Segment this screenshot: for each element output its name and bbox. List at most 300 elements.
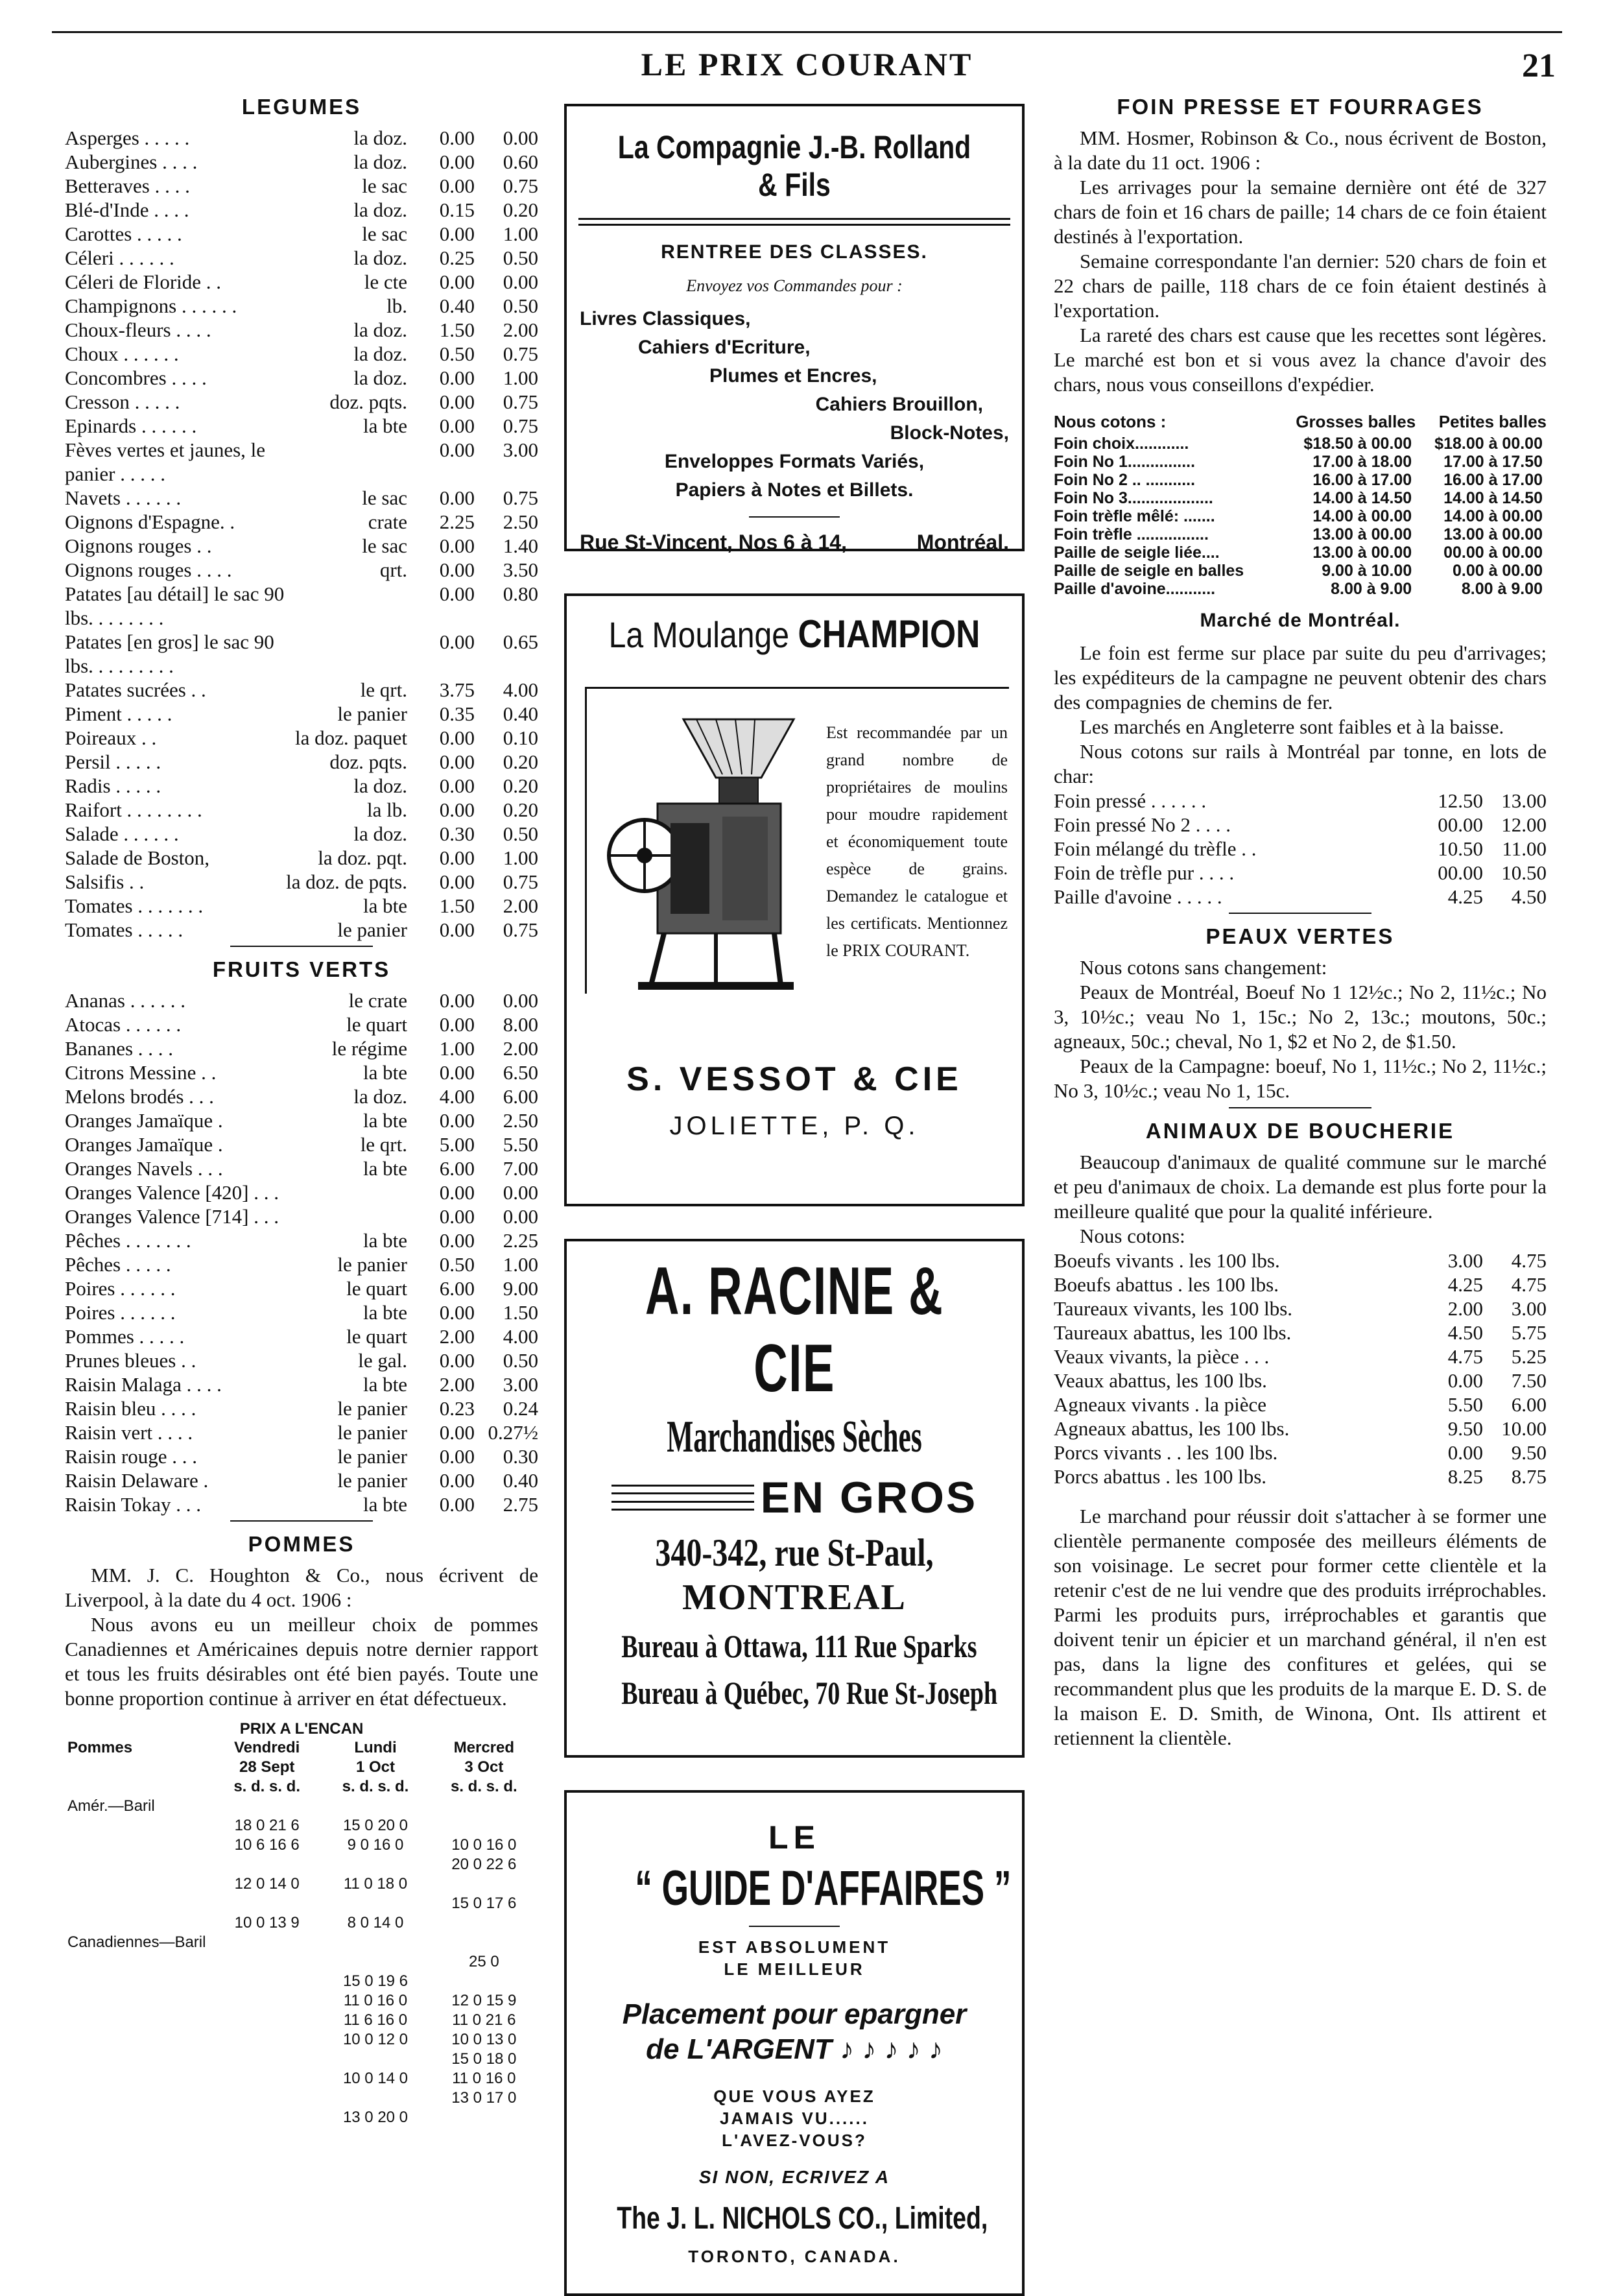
- price-low: 2.25: [439, 510, 475, 533]
- ad-rolland-city: Montréal.: [916, 531, 1009, 554]
- item-name: Asperges . . . . .: [65, 126, 190, 149]
- pommes-price: 15 0 18 0: [451, 2050, 517, 2068]
- ad-racine-city: MONTREAL: [682, 1577, 907, 1618]
- price-low: 4.50: [1447, 1321, 1483, 1344]
- pommes-price: 15 0 20 0: [342, 1817, 409, 1834]
- foin-petites: 13.00 à 00.00: [1443, 525, 1543, 544]
- item-name: Piment . . . . .: [65, 702, 172, 725]
- day-name: Mercred: [453, 1739, 515, 1756]
- price-high: 2.50: [503, 1109, 538, 1132]
- pommes-price: [213, 1991, 321, 2011]
- price-high: 9.50: [1511, 1441, 1547, 1464]
- day-units: s. d. s. d.: [342, 1778, 409, 1795]
- pommes-price: [213, 2088, 321, 2108]
- pommes-price: [430, 1797, 538, 1816]
- publication-title: LE PRIX COURANT: [641, 46, 973, 82]
- ad-racine-engros-text: EN GROS: [760, 1473, 978, 1522]
- price-low: 0.00: [439, 750, 475, 773]
- animaux-title: ANIMAUX DE BOUCHERIE: [1145, 1119, 1455, 1143]
- ad-champion-company: S. VESSOT & CIE: [626, 1060, 962, 1098]
- price-high: 0.75: [503, 174, 538, 197]
- ad-rolland-item: Plumes et Encres,: [709, 365, 877, 387]
- short-rule: [749, 1926, 840, 1927]
- ad-rolland-name: La Compagnie J.-B. Rolland & Fils: [617, 129, 971, 203]
- item-name: Poires . . . . . .: [65, 1301, 176, 1324]
- price-high: 0.75: [503, 870, 538, 893]
- price-high: 0.27½: [488, 1421, 538, 1444]
- pommes-price: [321, 1952, 429, 1972]
- ad-racine-bureau: Bureau à Québec, 70 Rue St-Joseph: [621, 1675, 998, 1711]
- foin-item: Foin trèfle mêlé: .......: [1054, 507, 1215, 525]
- legumes-table: [65, 126, 538, 942]
- pommes-price: 20 0 22 6: [451, 1856, 517, 1873]
- price-high: 1.40: [503, 534, 538, 557]
- foin-table: [1054, 413, 1547, 598]
- foin-item: Paille de seigle en balles: [1054, 562, 1244, 580]
- price-high: 0.00: [503, 1181, 538, 1204]
- item-name: Agneaux abattus, les 100 lbs.: [1054, 1417, 1290, 1440]
- price-high: 1.00: [503, 366, 538, 389]
- price-row: [65, 318, 538, 342]
- foin-item: Foin choix............: [1054, 435, 1189, 453]
- item-name: Betteraves . . . .: [65, 174, 190, 197]
- price-low: 5.00: [439, 1133, 475, 1156]
- day-date: 3 Oct: [464, 1758, 504, 1776]
- pommes-price: 11 0 18 0: [343, 1875, 408, 1893]
- item-unit: le panier: [337, 1253, 407, 1276]
- animaux-closing: Le marchand pour réussir doit s'attacher à se former une clientèle permanente composée des meilleurs éléments de son voisinage. Le secret pour former cette clientèle et la retenir c'est de ne lui vendre que des produits irréprochables. Parmi les produits purs, irréprochables et garantis que doivent tenir un épicier et un marchand général, il n'en est pas, dans la ligne des confitures et gelées, qui se recommandent plus que les produits de la marque E. D. S. de la maison E. D. Smith, de Winona, Ont. Ils attirent et retiennent la clientèle.: [1054, 1505, 1547, 1749]
- ad-rolland: [564, 104, 1025, 554]
- item-name: Raisin rouge . . .: [65, 1445, 198, 1468]
- item-name: Porcs vivants . . les 100 lbs.: [1054, 1441, 1278, 1464]
- price-low: 3.00: [1447, 1249, 1483, 1272]
- price-high: 0.24: [503, 1397, 538, 1420]
- item-unit: le qrt.: [360, 1133, 407, 1156]
- pommes-variety: [65, 1991, 213, 2011]
- item-name: Céleri de Floride . .: [65, 270, 222, 293]
- price-low: 0.00: [439, 582, 475, 605]
- price-row: [1054, 885, 1547, 909]
- price-high: 0.80: [503, 582, 538, 605]
- pommes-price: [430, 2108, 538, 2127]
- price-row: [65, 1156, 538, 1180]
- item-unit: la bte: [363, 894, 407, 917]
- item-unit: la doz. pqt.: [318, 846, 407, 869]
- pommes-price: [430, 1933, 538, 1952]
- ad-guide-sinon: SI NON, ECRIVEZ A: [698, 2167, 890, 2187]
- price-row: [65, 1012, 538, 1036]
- pommes-price: [321, 2050, 429, 2069]
- pommes-price: 15 0 17 6: [451, 1895, 517, 1912]
- pommes-price: 10 0 13 0: [451, 2031, 517, 2048]
- foin-grosses: 8.00 à 9.00: [1331, 580, 1412, 598]
- pommes-row: [65, 1933, 538, 1952]
- item-unit: la bte: [363, 1301, 407, 1324]
- price-row: [65, 174, 538, 198]
- item-unit: [318, 1180, 411, 1204]
- item-unit: la doz.: [353, 366, 407, 389]
- item-name: Tomates . . . . . . .: [65, 894, 204, 917]
- price-row: [65, 1132, 538, 1156]
- ad-rolland-item: Papiers à Notes et Billets.: [675, 479, 914, 501]
- pommes-price: 11 6 16 0: [343, 2011, 408, 2029]
- item-name: Tomates . . . . .: [65, 918, 184, 941]
- price-row: [1054, 1321, 1547, 1345]
- price-high: 3.00: [503, 438, 538, 461]
- price-row: [65, 798, 538, 822]
- foin-grosses: 16.00 à 17.00: [1312, 471, 1412, 489]
- price-high: 4.00: [503, 1325, 538, 1348]
- pommes-paragraph: MM. J. C. Houghton & Co., nous écrivent de Liverpool, à la date du 4 oct. 1906 :: [65, 1564, 538, 1611]
- item-name: Foin de trèfle pur . . . .: [1054, 861, 1235, 884]
- pommes-price: [213, 2108, 321, 2127]
- item-unit: le panier: [337, 702, 407, 725]
- price-low: 8.25: [1447, 1465, 1483, 1488]
- ad-guide-placement-line2: de L'ARGENT: [646, 2033, 832, 2065]
- price-high: 0.10: [503, 726, 538, 749]
- item-unit: le quart: [346, 1013, 407, 1036]
- pommes-price: [213, 2069, 321, 2088]
- left-column: [65, 91, 538, 2127]
- item-name: Salsifis . .: [65, 870, 145, 893]
- ad-guide-q: JAMAIS VU......: [720, 2109, 869, 2128]
- item-unit: le sac: [362, 486, 407, 509]
- price-high: 13.00: [1501, 789, 1547, 812]
- pommes-row: [65, 1855, 538, 1874]
- item-unit: la bte: [363, 1229, 407, 1252]
- price-high: 0.20: [503, 750, 538, 773]
- price-row: [1054, 861, 1547, 885]
- price-low: 0.00: [439, 1349, 475, 1372]
- foin-item: Foin trèfle ................: [1054, 525, 1209, 544]
- double-rule: [578, 218, 1010, 226]
- price-high: 12.00: [1501, 813, 1547, 836]
- item-name: Paille d'avoine . . . . .: [1054, 885, 1222, 908]
- price-low: 4.25: [1447, 885, 1483, 908]
- item-name: Concombres . . . .: [65, 366, 207, 389]
- price-low: 0.00: [439, 1445, 475, 1468]
- item-name: Patates [au détail] le sac 90 lbs. . . . . . . .: [65, 582, 285, 629]
- item-unit: la doz.: [353, 1085, 407, 1108]
- peaux-title: PEAUX VERTES: [1205, 924, 1395, 948]
- item-name: Melons brodés . . .: [65, 1085, 214, 1108]
- short-rule: [749, 516, 840, 518]
- item-name: Oranges Jamaïque .: [65, 1133, 223, 1156]
- pommes-variety: Amér.—Baril: [67, 1797, 155, 1815]
- price-low: 0.00: [439, 534, 475, 557]
- price-low: 6.00: [439, 1277, 475, 1300]
- price-row: [65, 630, 538, 678]
- item-name: Raisin Tokay . . .: [65, 1493, 201, 1516]
- price-low: 4.25: [1447, 1273, 1483, 1296]
- price-row: [1054, 1417, 1547, 1441]
- ad-racine: [564, 1239, 1025, 1758]
- price-low: 0.00: [439, 918, 475, 941]
- item-unit: le quart: [346, 1277, 407, 1300]
- price-high: 0.30: [503, 1445, 538, 1468]
- ad-guide-placement-line: Placement pour epargner: [622, 1998, 967, 2030]
- price-high: 0.50: [503, 822, 538, 845]
- price-row: [1054, 813, 1547, 837]
- price-row: [65, 1276, 538, 1300]
- day-units: s. d. s. d.: [450, 1778, 517, 1795]
- price-high: 11.00: [1502, 837, 1547, 860]
- pommes-price: [321, 2088, 429, 2108]
- item-unit: le sac: [362, 174, 407, 197]
- item-name: Oignons d'Espagne. .: [65, 510, 235, 533]
- item-unit: le gal.: [358, 1349, 407, 1372]
- item-unit: la lb.: [367, 798, 407, 821]
- item-name: Oignons rouges . .: [65, 534, 212, 557]
- foin-row: [1054, 471, 1547, 489]
- item-unit: doz. pqts.: [329, 390, 407, 413]
- ad-champion-title-a: La Moulange: [608, 614, 798, 655]
- item-unit: la doz. paquet: [294, 726, 407, 749]
- price-row: [1054, 1273, 1547, 1297]
- animaux-table: [1054, 1249, 1547, 1489]
- pommes-price: 10 0 13 9: [234, 1914, 300, 1931]
- price-row: [65, 1372, 538, 1396]
- foin-petites: 16.00 à 17.00: [1443, 471, 1543, 489]
- price-high: 2.00: [503, 1037, 538, 1060]
- item-unit: [286, 582, 411, 630]
- price-high: 3.00: [1511, 1297, 1547, 1320]
- montreal-title: Marché de Montréal.: [1200, 610, 1401, 631]
- montreal-paragraph: Le foin est ferme sur place par suite du peu d'arrivages; les expéditeurs de la campagne ne peuvent obtenir des chars des compagnies de chemins de fer.: [1054, 641, 1547, 713]
- item-name: Radis . . . . .: [65, 774, 161, 797]
- item-name: Champignons . . . . . .: [65, 294, 237, 317]
- item-name: Choux . . . . . .: [65, 342, 179, 365]
- item-name: Agneaux vivants . la pièce: [1054, 1393, 1266, 1416]
- item-name: Cresson . . . . .: [65, 390, 180, 413]
- price-low: 0.00: [1447, 1441, 1483, 1464]
- price-low: 0.00: [439, 1205, 475, 1228]
- foin-petites: 14.00 à 00.00: [1443, 507, 1543, 525]
- pommes-price: [321, 1797, 429, 1816]
- pommes-row: [65, 2088, 538, 2108]
- item-unit: la bte: [363, 1061, 407, 1084]
- price-high: 0.75: [503, 342, 538, 365]
- item-unit: qrt.: [379, 558, 407, 581]
- ad-guide-q: L'AVEZ-VOUS?: [722, 2131, 867, 2150]
- ad-rolland-heading: RENTREE DES CLASSES.: [661, 241, 928, 263]
- item-unit: le quart: [346, 1325, 407, 1348]
- price-low: 5.50: [1447, 1393, 1483, 1416]
- price-row: [65, 1324, 538, 1348]
- price-low: 1.00: [439, 1037, 475, 1060]
- section-divider: [230, 1520, 373, 1522]
- price-row: [65, 198, 538, 222]
- price-high: 6.00: [1511, 1393, 1547, 1416]
- price-row: [65, 1348, 538, 1372]
- price-high: 0.75: [503, 486, 538, 509]
- price-row: [1054, 1369, 1547, 1393]
- pommes-variety: [65, 1952, 213, 1972]
- ad-rolland-item: Enveloppes Formats Variés,: [664, 451, 925, 472]
- ad-rolland-street: Rue St-Vincent, Nos 6 à 14,: [580, 531, 847, 554]
- ad-champion-title: [599, 612, 990, 656]
- price-high: 0.20: [503, 198, 538, 221]
- pommes-price: 10 6 16 6: [234, 1836, 300, 1854]
- price-low: 0.00: [439, 174, 475, 197]
- item-name: Oranges Jamaïque .: [65, 1109, 223, 1132]
- item-name: Boeufs abattus . les 100 lbs.: [1054, 1273, 1279, 1296]
- price-low: 1.50: [439, 318, 475, 341]
- price-low: 2.00: [439, 1373, 475, 1396]
- pommes-price: [213, 1933, 321, 1952]
- pommes-price: [213, 1797, 321, 1816]
- price-row: [65, 222, 538, 246]
- price-low: 0.00: [439, 1109, 475, 1132]
- item-unit: la bte: [363, 414, 407, 437]
- price-low: 0.00: [439, 1013, 475, 1036]
- price-row: [65, 1060, 538, 1084]
- peaux-paragraph: Peaux de Montréal, Boeuf No 1 12½c.; No 2, 11½c.; No 3, 10½c.; veau No 1, 15c.; No 2, 13c.; moutons, 50c.; agneaux, 50c.; cheval, No 1, $2 et No 2, de $1.50.: [1054, 981, 1547, 1053]
- price-row: [65, 726, 538, 750]
- pommes-variety: [65, 2050, 213, 2069]
- decorative-marks: ♪ ♪ ♪ ♪ ♪: [840, 2033, 943, 2065]
- ad-guide-q: QUE VOUS AYEZ: [713, 2087, 875, 2106]
- pommes-price: 25 0: [468, 1953, 499, 1970]
- price-low: 0.40: [439, 294, 475, 317]
- price-row: [65, 1396, 538, 1420]
- item-unit: lb.: [386, 294, 407, 317]
- item-name: Taureaux abattus, les 100 lbs.: [1054, 1321, 1292, 1344]
- pommes-paragraph: Nous avons eu un meilleur choix de pommes Canadiennes et Américaines depuis notre dernier rapport et tous les fruits désirables ont été bien payés. Toute une bonne proportion continue à arriver en état défectueux.: [65, 1613, 538, 1710]
- price-high: 1.00: [503, 846, 538, 869]
- pommes-variety: [65, 2088, 213, 2108]
- price-row: [65, 870, 538, 894]
- foin-row: [1054, 489, 1547, 507]
- price-high: 4.75: [1511, 1273, 1547, 1296]
- pommes-price: [213, 1894, 321, 1913]
- pommes-variety: [65, 1874, 213, 1894]
- price-high: 2.75: [503, 1493, 538, 1516]
- pommes-row: [65, 1952, 538, 1972]
- price-low: 3.75: [439, 678, 475, 701]
- item-name: Raisin Malaga . . . .: [65, 1373, 222, 1396]
- ad-rolland-item: Cahiers d'Ecriture,: [638, 337, 811, 358]
- foin-grosses: $18.50 à 00.00: [1303, 435, 1412, 453]
- item-unit: la doz.: [353, 198, 407, 221]
- price-low: 0.25: [439, 246, 475, 269]
- price-high: 0.40: [503, 702, 538, 725]
- day-name: Vendredi: [233, 1739, 300, 1756]
- price-high: 6.00: [503, 1085, 538, 1108]
- foin-paragraph: Semaine correspondante l'an dernier: 520 chars de foin et 22 chars de paille, 118 chars de ce foin étaient destinés à l'exportation.: [1054, 250, 1547, 322]
- price-row: [65, 846, 538, 870]
- item-name: Patates [en gros] le sac 90 lbs. . . . . . . . .: [65, 630, 274, 677]
- ad-guide: [564, 1790, 1025, 2296]
- price-low: 0.15: [439, 198, 475, 221]
- price-row: [1054, 1441, 1547, 1465]
- pommes-price: [321, 1933, 429, 1952]
- ad-racine-line: Marchandises Sèches: [667, 1412, 922, 1462]
- foin-row: [1054, 562, 1547, 580]
- price-high: 0.20: [503, 774, 538, 797]
- pommes-price: 13 0 17 0: [451, 2089, 517, 2107]
- price-row: [65, 366, 538, 390]
- item-unit: la doz.: [353, 150, 407, 173]
- price-low: 0.00: [1447, 1369, 1483, 1392]
- item-name: Raisin vert . . . .: [65, 1421, 193, 1444]
- animaux-paragraph: Nous cotons:: [1080, 1225, 1185, 1247]
- item-name: Ananas . . . . . .: [65, 989, 185, 1012]
- price-high: 0.50: [503, 294, 538, 317]
- item-name: Fèves vertes et jaunes, le panier . . . . .: [65, 438, 266, 485]
- ad-guide-company: The J. L. NICHOLS CO., Limited,: [617, 2201, 988, 2236]
- price-high: 0.75: [503, 918, 538, 941]
- fruits-title: FRUITS VERTS: [212, 957, 391, 981]
- ad-racine-engros: [567, 1472, 1022, 1523]
- item-unit: la bte: [363, 1157, 407, 1180]
- pommes-price: 11 0 21 6: [452, 2011, 516, 2029]
- price-row: [65, 988, 538, 1012]
- price-low: 12.50: [1438, 789, 1483, 812]
- price-row: [1054, 837, 1547, 861]
- pommes-price: [430, 1913, 538, 1933]
- pommes-variety: [65, 1855, 213, 1874]
- ad-guide-sub: EST ABSOLUMENT: [698, 1937, 891, 1957]
- ad-rolland-items: [567, 305, 1022, 505]
- price-low: 0.00: [439, 486, 475, 509]
- item-name: Citrons Messine . .: [65, 1061, 217, 1084]
- pommes-row: [65, 1836, 538, 1855]
- ad-rolland-item: Cahiers Brouillon,: [815, 394, 983, 415]
- price-low: 4.00: [439, 1085, 475, 1108]
- pommes-variety: [65, 1816, 213, 1836]
- price-low: 0.00: [439, 1421, 475, 1444]
- price-row: [65, 126, 538, 150]
- price-row: [65, 750, 538, 774]
- ad-rolland-item: Livres Classiques,: [580, 308, 751, 329]
- price-low: 0.00: [439, 846, 475, 869]
- price-low: 0.00: [439, 414, 475, 437]
- price-row: [65, 1228, 538, 1252]
- item-name: Poires . . . . . .: [65, 1277, 176, 1300]
- price-high: 0.65: [503, 630, 538, 653]
- foin-item: Paille d'avoine...........: [1054, 580, 1216, 598]
- price-row: [65, 1468, 538, 1492]
- item-name: Aubergines . . . .: [65, 150, 198, 173]
- pommes-col-label: Pommes: [67, 1739, 133, 1756]
- item-name: Foin pressé No 2 . . . .: [1054, 813, 1231, 836]
- foin-row: [1054, 525, 1547, 544]
- price-high: 4.00: [503, 678, 538, 701]
- item-name: Pêches . . . . . . .: [65, 1229, 191, 1252]
- foin-grosses: 13.00 à 00.00: [1312, 544, 1412, 562]
- fruits-table: [65, 988, 538, 1516]
- price-low: 4.75: [1447, 1345, 1483, 1368]
- pommes-price: 12 0 14 0: [234, 1875, 300, 1893]
- item-unit: la bte: [363, 1373, 407, 1396]
- ad-guide-sub: LE MEILLEUR: [724, 1959, 865, 1979]
- price-row: [1054, 789, 1547, 813]
- price-low: 10.50: [1438, 837, 1483, 860]
- peaux-paragraph: Nous cotons sans changement:: [1080, 956, 1327, 979]
- pommes-price: 10 0 16 0: [451, 1836, 517, 1854]
- price-high: 2.00: [503, 318, 538, 341]
- price-high: 9.00: [503, 1277, 538, 1300]
- price-low: 0.23: [439, 1397, 475, 1420]
- price-low: 0.00: [439, 558, 475, 581]
- price-high: 3.00: [503, 1373, 538, 1396]
- price-row: [65, 1180, 538, 1204]
- ad-racine-bureau: Bureau à Ottawa, 111 Rue Sparks: [621, 1628, 977, 1664]
- item-unit: [318, 1204, 411, 1228]
- pommes-variety: [65, 2108, 213, 2127]
- item-name: Foin pressé . . . . . .: [1054, 789, 1207, 812]
